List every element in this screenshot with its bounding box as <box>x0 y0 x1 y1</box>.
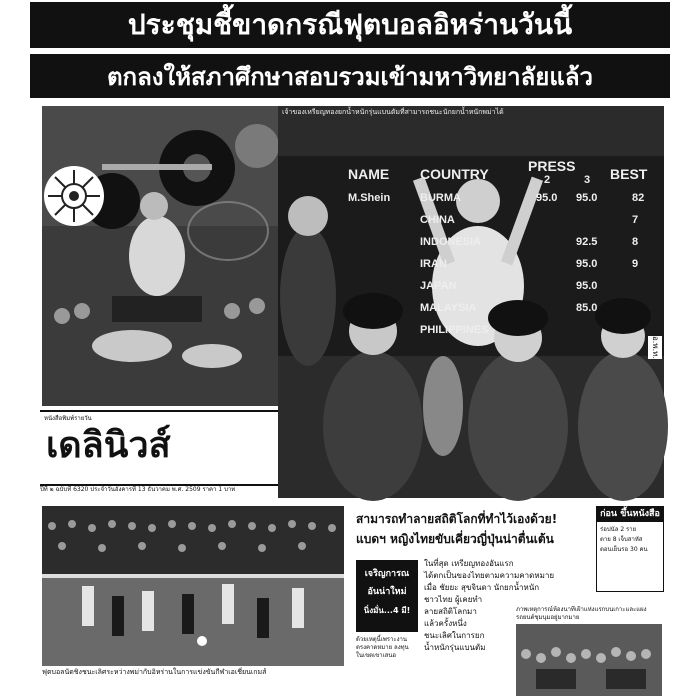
headline-banner <box>30 2 670 48</box>
subheadline: ตกลงให้สภาศึกษาสอบรวมเข้ามหาวิทยาลัยแล้ว <box>106 62 594 91</box>
headline: ประชุมชี้ขาดกรณีฟุตบอลอิหร่านวันนี้ <box>127 8 573 41</box>
article-headline-2: แบดฯ หญิงไทยขับเคี่ยวญี่ปุ่นน่าตื่นเต้น <box>356 532 554 546</box>
small-photo-block <box>516 606 662 696</box>
library-stamp <box>187 201 269 261</box>
scoreboard-cell-country: CHINA <box>420 214 455 226</box>
scoreboard-press-col-3: 3 <box>584 174 591 186</box>
article-line: ชาวไทย ผู้เคยทำ <box>424 595 483 604</box>
article-line: ได้ตกเป็นของไทยตามความคาดหมาย <box>424 571 555 580</box>
ad-lines <box>356 636 418 660</box>
article-line: ลายสถิติโลกมา <box>424 607 477 616</box>
scoreboard-cell-country: MALAYSIA <box>420 302 477 314</box>
index-box-title: ก่อน ขึ้นหนังสือ <box>597 507 663 522</box>
index-item: ร่อปนัล 2 ราย <box>600 526 637 533</box>
scoreboard-cell-v1: 95.0 <box>536 192 558 204</box>
scoreboard-cell-v2: 85.0 <box>576 302 598 314</box>
ad-line: ตรงคาดหมาย ลงทุน <box>356 644 409 651</box>
scoreboard-cell-best: 7 <box>632 214 639 226</box>
ad-line: ด้วยเหตุนี้เพราะงาน <box>356 636 408 643</box>
scoreboard-cell-country: JAPAN <box>420 280 457 292</box>
scoreboard-cell-country: IRAN <box>420 258 447 270</box>
box-ad <box>356 560 418 632</box>
scoreboard-header-press: PRESS <box>528 158 576 174</box>
scoreboard-cell-best: 8 <box>632 236 639 248</box>
emblem-icon <box>44 166 104 226</box>
side-credit: อ.พ.ท. <box>648 336 662 359</box>
ad-line: ในเขตเขาเสนอ <box>356 652 397 659</box>
scoreboard-cell-country: BURMA <box>420 192 461 204</box>
article-headline-1: สามารถทำลายสถิติโลกที่ทำไว้เองด้วย! <box>356 512 558 526</box>
weightlifter-photo <box>42 106 278 406</box>
scoreboard-cell-v2: 92.5 <box>576 236 598 248</box>
scoreboard-header-name: NAME <box>348 166 390 182</box>
small-photo-caption: ภาพเหตุการณ์ห้องนาทีเฝ้าแห่งแรกบนเกาะและแผงรถยนต์ชุมนุมอยู่มากมาย <box>516 606 647 621</box>
football-photo <box>42 506 344 666</box>
box-ad-line2: อันน่าใหม่ <box>367 587 407 597</box>
masthead-logo: เดลินิวส์ <box>46 424 171 466</box>
scoreboard-cell-country: INDONESIA <box>420 236 482 248</box>
article-line: แล้วครั้งหนึ่ง <box>424 619 467 628</box>
article-line: เมื่อ ชัยยะ สุขจินดา นักยกน้ำหนัก <box>424 583 540 592</box>
scoreboard <box>348 158 664 358</box>
scoreboard-cell-best: 82 <box>632 192 645 204</box>
top-caption: เจ้าของเหรียญทองยกน้ำหนักรุ่นแบนตัมที่สามารถชนะนักยกน้ำหนักพม่าได้ <box>282 108 504 116</box>
ceremony-photo <box>278 106 664 498</box>
scoreboard-cell-country: PHILIPPINES <box>420 324 489 336</box>
index-item: ตาย 8 เจ็บสาหัส <box>600 536 643 543</box>
crowd-photo <box>516 624 662 696</box>
bottom-caption: ฟุตบอลนัดชิงชนะเลิศระหว่างพม่ากับอิหร่านในการแข่งขันกีฬาเอเชี่ยนเกมส์ <box>42 668 267 676</box>
index-box <box>596 506 664 592</box>
box-ad-line1: เจริญการณ <box>364 569 410 579</box>
masthead-tagline: หนังสือพิมพ์รายวัน <box>44 415 92 422</box>
article-line: ชนะเลิศในการยก <box>424 631 485 640</box>
scoreboard-header-best: BEST <box>610 166 648 182</box>
masthead <box>40 410 278 486</box>
article-body <box>424 558 555 688</box>
box-ad-line3: นิ่งมั่น...4 มี! <box>363 606 411 615</box>
scoreboard-press-col-2: 2 <box>544 174 551 186</box>
scoreboard-cell-name: M.Shein <box>348 192 391 204</box>
scoreboard-cell-v2: 95.0 <box>576 258 598 270</box>
issue-line: ปีที่ ๒ ฉบับที่ 6320 ประจำวันอังคารที่ 13 ธันวาคม พ.ศ. 2509 ราคา 1 บาท <box>40 486 236 493</box>
subheadline-banner <box>30 54 670 98</box>
scoreboard-cell-best: 9 <box>632 258 639 270</box>
article-line: ในที่สุด เหรียญทองอันแรก <box>424 559 514 568</box>
scoreboard-cell-v2: 95.0 <box>576 192 598 204</box>
article-line: น้ำหนักรุ่นแบนตัม <box>424 643 486 652</box>
scoreboard-header-country: COUNTRY <box>420 166 489 182</box>
index-item: ตอนเย็นรอ 30 คน <box>600 546 648 553</box>
scoreboard-cell-v2: 95.0 <box>576 280 598 292</box>
